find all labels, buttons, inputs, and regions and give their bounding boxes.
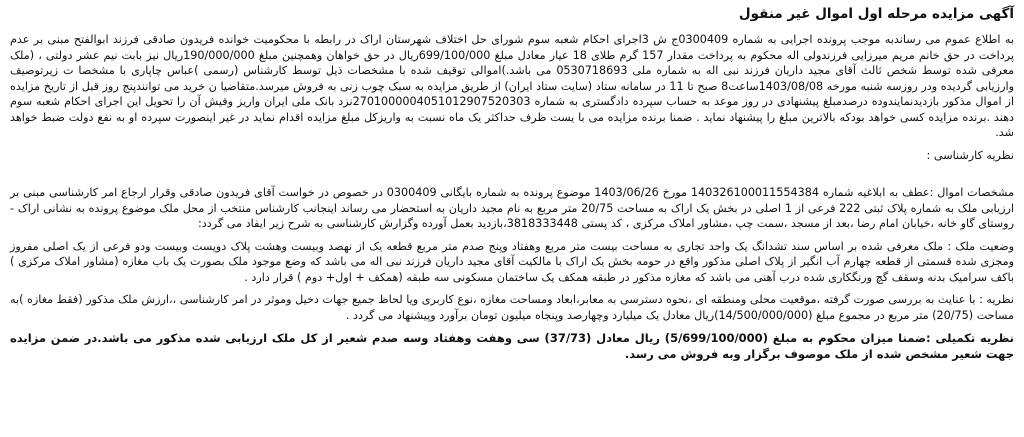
expert-opinion-heading: نظریه کارشناسی : — [926, 148, 1014, 162]
notice-title: آگهی مزایده مرحله اول اموال غیر منقول — [738, 6, 1014, 22]
supplementary-opinion-paragraph: نظریه تکمیلی :ضمنا میزان محکوم به مبلغ (5/699/100/000) ریال معادل (37/73) سی وهفت وهفتاد وسه صدم شعیر از کل ملک ارزیابی شده مذکور می باشد.در ضمن مزایده جهت شعیر مشخص شده از ملک موصوف برگزار وبه فروش می رسد. — [10, 331, 1014, 361]
intro-paragraph: به اطلاع عموم می رساندبه موجب پرونده اجرایی به شماره 0300409ج ش 3اجرای احکام شعبه سوم شورای حل اختلاف شهرستان اراک در رابطه با محکومیت خوانده فریدون صادقی فرزند ابوالفتح مبنی بر عدم پرداخت در حق خانم مریم میرزایی فرزندولی اله محکوم به پرداخت مقدار 157 گرم طلای 18 عیار معادل مبلغ 699/100/000ریال در حق خواهان وهمچنین مبلغ 190/000/000ریال نیز بابت نیم عشر دولتی ، (ملک معرفی شده توسط شخص ثالث آقای مجید داریان فرزند نبی اله به شماره ملی 0530718693 می باشد.)اموالی توقیف شده با مشخصات ذیل توسط کارشناس (رسمی )عباس چاپاری با مشخصا ت زیرتوصیف وارزیابی گردیده ودر روزسه شنبه مورخه 1403/08/08ساعت8 صبح تا 11 در سامانه ستاد (سایت ستاد ایران) از طریق مزایده به سبک چوب زنی به فروش میرسد.متقاضیا ن خرید می توانندپنج روز قبل از تاریخ مزایده از اموال مذکور بازدیدنمایندوده درصدمبلغ پیشنهادی در روز موعد به حساب سپرده دادگستری به شماره 2701000004051012907520303نزد بانک ملی ایران واریز وفیش آن را تحویل این اجرای احکام شعبه سوم دهند .برنده مزایده کسی خواهد بودکه بالاترین مبلغ را پیشنهاد نماید . ضمنا برنده مزایده می با یست ظرف حداکثر یک ماه نسبت به واریزکل مبلغ مزایده اقدام نماید در غیر اینصورت سپرده او به نفع دولت ضبط خواهد شد. — [10, 33, 1015, 139]
property-condition-paragraph: وضعیت ملک : ملک معرفی شده بر اساس سند تشدانگ یک واحد تجاری به مساحت بیست متر مربع وهفتاد وپنج صدم متر مربع قطعه یک از نهصد وبیست وهشت پلاک دویست وبیست ودو فرعی از یک اصلی مفروز ومجزی شده قسمتی از قطعه چهارم آب انگیر از پلاک اصلی مذکور واقع در حومه بخش یک اراک با مالکیت آقای مجید داریان فرزند نبی اله می باشد که وضع موجود ملک بصورت یک باب مغازه (مشاور املاک مرکزی ) باکف سرامیک بدنه وسقف گچ ورنگکاری شده درب آهنی می باشد که مغازه مذکور در طبقه همکف یک ساختمان مسکونی سه طبقه (همکف + اول+ دوم ) قرار دارد . — [10, 239, 1014, 284]
property-specs-paragraph: مشخصات اموال :عطف به ابلاغیه شماره 140326100011554384 مورخ 1403/06/26 موضوع پرونده به شماره بایگانی 0300409 در خصوص در خواست آقای فریدون صادقی وقرار ارجاع امر کارشناسی مبنی بر ارزیابی ملک به شماره پلاک ثبتی 222 فرعی از 1 اصلی در بخش یک اراک به مساحت 20/75 متر مربع به نام مجید داریان به استحضار می رساند اینجانب کارشناس منتخب از محل ملک موضوع پرونده به نشانی اراک - روستای گاو خانه ،خیابان امام رضا ،بعد از مسجد ،سمت چپ ،مشاور املاک مرکزی ، کد پستی 3818333448،بازدید بعمل آورده وگزارش کارشناسی به شرح زیر ایفاد می گردد: — [10, 186, 1015, 230]
opinion-paragraph: نظریه : با عنایت به بررسی صورت گرفته ،موقعیت محلی ومنطقه ای ،نحوه دسترسی به معابر،ابعاد ومساحت مغازه ،نوع کاربری ویا لحاظ جمیع جهات دخیل وموثر در امر کارشناسی ،،ارزش ملک مذکور (فقط مغازه )به مساحت (20/75) متر مربع در مجموع مبلغ (14/500/000/000)ریال معادل یک میلیارد وچهارصد وپنجاه میلیون تومان برآورد وپیشنهاد می گردد . — [10, 293, 1014, 322]
